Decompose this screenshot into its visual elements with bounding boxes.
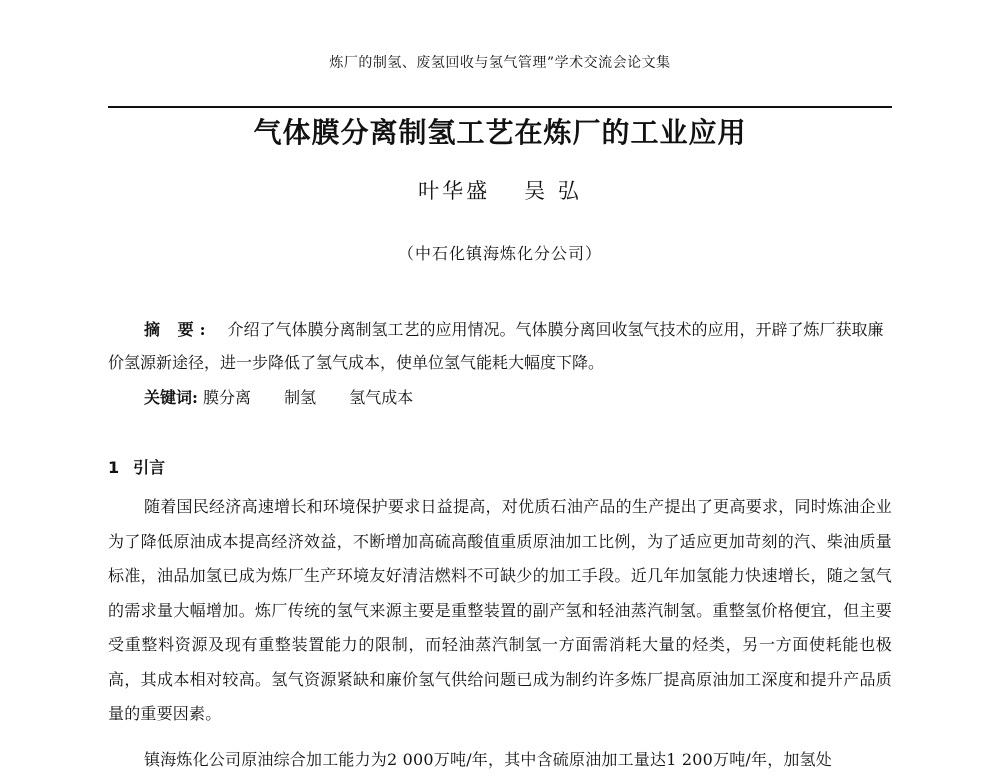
paper-title: 气体膜分离制氢工艺在炼厂的工业应用 bbox=[253, 116, 747, 149]
keywords-label: 关键词: bbox=[144, 388, 198, 407]
body-paragraph: 随着国民经济高速增长和环境保护要求日益提高，对优质石油产品的生产提出了更高要求，同时炼油企业为了降低原油成本提高经济效益，不断增加高硫高酸值重质原油加工比例，为了适应更加苛刻的汽、柴油质量标准，油品加氢已成为炼厂生产环境友好清洁燃料不可缺少的加工手段。近几年加氢能力快速增长，随之氢气的需求量大幅增加。炼厂传统的氢气来源主要是重整装置的副产氢和轻油蒸汽制氢。重整氢价格便宜，但主要受重整料资源及现有重整装置能力的限制，而轻油蒸汽制氢一方面需消耗大量的烃类，另一方面使耗能也极高，其成本相对较高。氢气资源紧缺和廉价氢气供给问题已成为制约许多炼厂提高原油加工深度和提升产品质量的重要因素。 bbox=[108, 497, 892, 723]
keyword: 膜分离 bbox=[203, 388, 252, 407]
abstract-text: 介绍了气体膜分离制氢工艺的应用情况。气体膜分离回收氢气技术的应用，开辟了炼厂获取廉价氢源新途径，进一步降低了氢气成本，使单位氢气能耗大幅度下降。 bbox=[108, 320, 884, 372]
abstract-label: 摘 要: bbox=[144, 320, 212, 339]
author-name: 吴 弘 bbox=[524, 179, 582, 203]
section-title: 引言 bbox=[133, 458, 166, 477]
running-header: 炼厂的制氢、废氢回收与氢气管理”学术交流会论文集 bbox=[329, 55, 671, 71]
affiliation: （中石化镇海炼化分公司） bbox=[397, 244, 602, 263]
header-rule bbox=[108, 106, 892, 108]
keyword: 制氢 bbox=[284, 388, 317, 407]
keyword: 氢气成本 bbox=[349, 388, 414, 407]
authors bbox=[0, 175, 1000, 205]
keywords bbox=[144, 385, 892, 411]
author-name: 叶华盛 bbox=[418, 179, 491, 203]
body-paragraph: 镇海炼化公司原油综合加工能力为2 000万吨/年，其中含硫原油加工量达1 200万吨/年，加氢处 bbox=[144, 750, 832, 769]
abstract bbox=[108, 313, 892, 379]
section-number: 1 bbox=[108, 458, 120, 477]
section-heading bbox=[108, 455, 165, 478]
